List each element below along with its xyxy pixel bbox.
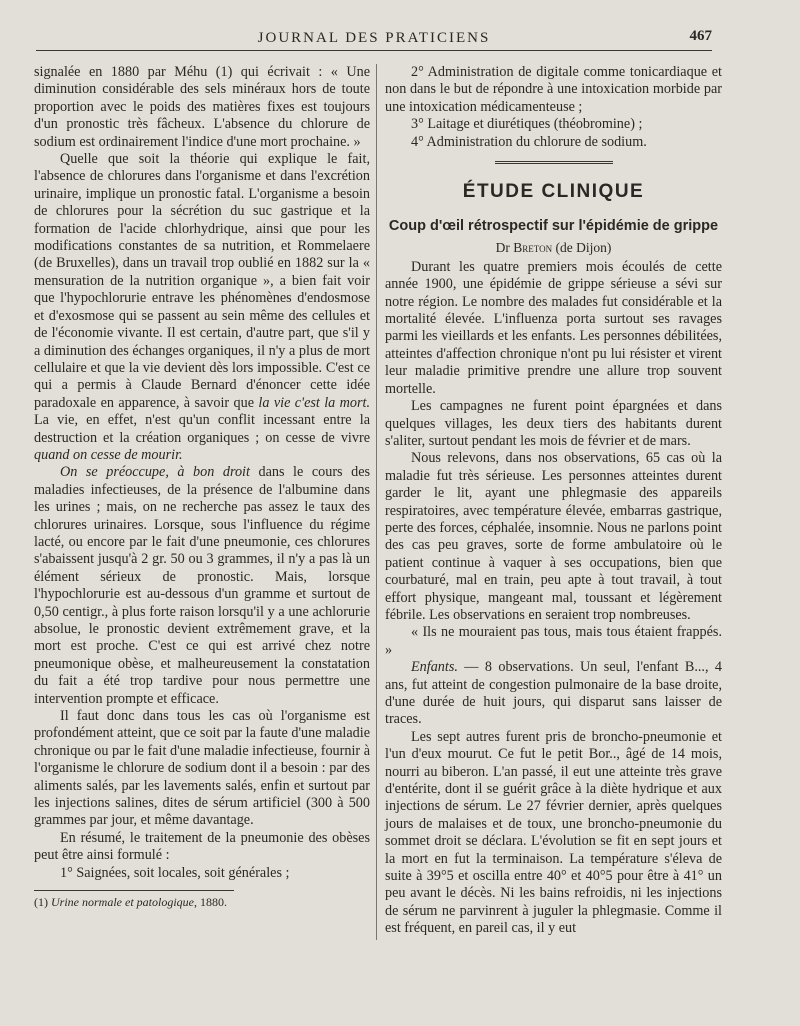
left-column xyxy=(34,64,370,910)
article-title: Coup d'œil rétrospectif sur l'épidémie de grippe xyxy=(388,218,719,235)
author-prefix: Dr xyxy=(495,240,510,256)
paragraph: Il faut donc dans tous les cas où l'organisme est profondément atteint, que ce soit par la faute d'une maladie chronique ou par le fait d'une maladie infectieuse, fournir à l'organisme le chlorure de sodium dont il a besoin : par des aliments salés, par les lavements salés, enfin et surtout par les injections salines, dites de sérum artificiel (300 à 500 grammes par jour, et même davantage. xyxy=(34,708,370,829)
footnote xyxy=(34,895,370,910)
paragraph: Les campagnes ne furent point épargnées et dans quelques villages, les deux tiers des habitants durent s'aliter, surtout pendant les mois de février et de mars. xyxy=(385,398,722,449)
paragraph-text: — 8 observations. Un seul, l'enfant B..., 4 ans, fut atteint de congestion pulmonaire de la base droite, d'une durée de huit jours, qui disparut sans laisser de traces. xyxy=(385,659,722,728)
journal-title: JOURNAL DES PRATICIENS xyxy=(257,30,491,46)
author xyxy=(385,239,722,256)
paragraph: 1° Saignées, soit locales, soit générales ; xyxy=(60,864,290,881)
italic-quote: la vie c'est la mort. xyxy=(258,394,370,411)
footnote-title: Urine normale et patologique xyxy=(51,895,194,910)
paragraph-text: dans le cours des maladies infectieuses, de la présence de l'albumine dans les urines ; mais, on ne recherche pas assez le taux des chlorures urinaires. Lorsque, sous l'influence du régime lacté, ou encore par le fait d'une pneumonie, ces chlorures s'abaissent jusqu'à 2 gr. 50 ou 3 grammes, il n'y a pas là un élément sérieux de pronostic. Mais, lorsque l'hypochlorurie est au-dessous d'un gramme et surtout de 0,50 centigr., à plus forte raison lorsqu'il y a une achlorurie absolue, le pronostic devient extrêmement grave, et la mort est proche. C'est ce qui est arrivé chez notre pneumonique obèse, et malheureusement la constatation du fait a été trop tardive pour nous permettre une intervention prompte et efficace. xyxy=(34,464,371,707)
column-divider xyxy=(376,64,377,940)
paragraph-text: La vie, en effet, n'est qu'un conflit incessant entre la destruction et la création organiques ; on cesse de vivre xyxy=(34,412,370,446)
footnote-rule xyxy=(34,890,234,891)
paragraph: « Ils ne mouraient pas tous, mais tous étaient frappés. » xyxy=(385,624,722,658)
footnote-tail: , 1880. xyxy=(193,895,227,910)
italic-quote: quand on cesse de mourir. xyxy=(34,446,183,463)
italic-lead: On se préoccupe, à bon droit xyxy=(60,464,250,481)
paragraph: Les sept autres furent pris de broncho-pneumonie et l'un d'eux mourut. Ce fut le petit Bor.., âgé de 14 mois, nourri au biberon. L'an passé, il eut une atteinte très grave d'entérite, dont il se guérit grâce à la diète hydrique et aux injections de sérum. Le 27 février dernier, après quelques jours de malaises et de toux, une broncho-pneumonie du sommet droit se déclara. L'évolution se fit en sept jours et la mort en fut la terminaison. La température s'éleva de suite à 39°5 et oscilla entre 40° et 40°5 pour être à 41° un peu avant le décès. Ni les bains refroidis, ni les injections de sérum ne parvinrent à juguler la phlegmasie. Comme il est fréquent, en pareil cas, il y eut xyxy=(385,728,722,937)
section-rule xyxy=(495,161,613,167)
list-item: 2° Administration de digitale comme tonicardiaque et non dans le but de répondre à une intoxication morbide par une intoxication médicamenteuse ; xyxy=(385,64,722,115)
list-item: 4° Administration du chlorure de sodium. xyxy=(411,133,647,150)
list-item: 3° Laitage et diurétiques (théobromine) ; xyxy=(411,116,643,133)
right-column xyxy=(385,64,722,938)
paragraph: En résumé, le traitement de la pneumonie des obèses peut être ainsi formulé : xyxy=(34,829,370,864)
paragraph-text: Quelle que soit la théorie qui explique le fait, l'absence de chlorures dans l'organisme et dans l'excrétion urinaire, implique un pronostic fatal. L'organisme a besoin de chlorures pour la sécrétion du suc gastrique et la formation de l'acide chlorhydrique, ainsi que pour les modifications constantes de sa nutrition, et Rommelaere (de Bruxelles), dans un travail trop oublié en 1882 sur la « mensuration de la nutrition organique », a bien fait voir que l'hypochlorurie entrave les phénomènes d'endosmose et d'exosmose qui se passent au sein même des cellules et de l'économie vivante. Il est certain, d'autre part, que s'il y a diminution des échanges organiques, il n'y a plus de mort cellulaire et que la vie devient dès lors impossible. C'est ce qui a permis à Claude Bernard d'énoncer cette idée paradoxale en apparence, à savoir que xyxy=(34,151,370,411)
paragraph xyxy=(34,151,370,464)
paragraph xyxy=(385,659,722,729)
footnote-ref: (1) xyxy=(34,895,48,910)
paragraph: Durant les quatre premiers mois écoulés de cette année 1900, une épidémie de grippe sérieuse a sévi sur notre région. Le nombre des malades fut considérable et la mortalité élevée. L'influenza porta surtout ses ravages parmi les vieillards et les enfants. Les personnes débilitées, atteintes d'affection chronique n'ont pu lui résister et virent leur maladie primitive prendre une allure trop souvent mortelle. xyxy=(385,258,722,397)
paragraph: Nous relevons, dans nos observations, 65 cas où la maladie fut très sérieuse. Les personnes atteintes durent garder le lit, ayant une phlegmasie des appareils respiratoires, avec température élevée, embarras gastrique, perte des forces, céphalée, insomnie. Nous ne parlons point des cas peu graves, sorte de forme ambulatoire où le patient continue à vaquer à ses occupations, bien que courbaturé, mal en train, peu apte à tout travail, à tout effort physique, mangeant mal, toussant et légèrement fébrile. Les observations en seraient trop nombreuses. xyxy=(385,450,722,623)
author-name: Breton xyxy=(513,240,553,256)
paragraph: signalée en 1880 par Méhu (1) qui écrivait : « Une diminution considérable des sels minéraux hors de toute proportion avec le poids des matières fixes est toujours d'un pronostic très fâcheux. L'absence du chlorure de sodium est ordinairement l'indice d'une mort prochaine. » xyxy=(34,64,370,150)
section-title: ÉTUDE CLINIQUE xyxy=(462,181,645,203)
author-place: (de Dijon) xyxy=(555,240,612,256)
italic-lead: Enfants. xyxy=(411,659,458,676)
paragraph xyxy=(34,464,370,708)
page-number: 467 xyxy=(689,28,712,44)
page-header xyxy=(36,28,712,51)
